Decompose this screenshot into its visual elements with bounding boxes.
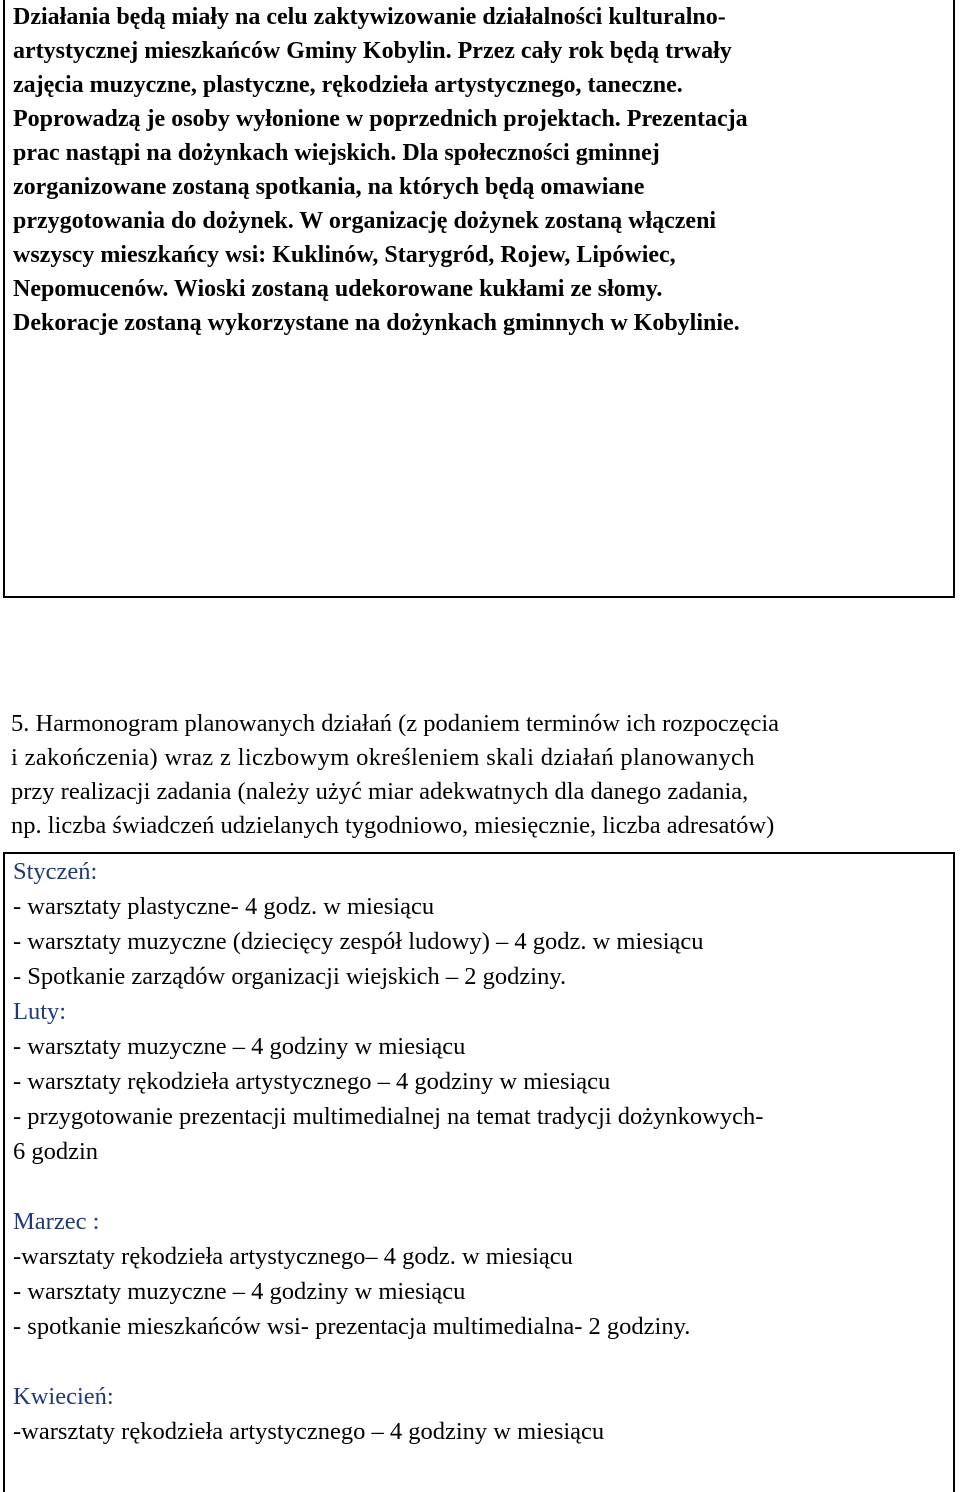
month-label-march: Marzec : (13, 1208, 100, 1235)
description-line: Nepomucenów. Wioski zostaną udekorowane kukłami ze słomy. (13, 276, 663, 302)
month-label-february: Luty: (13, 998, 67, 1025)
schedule-item: - warsztaty muzyczne (dziecięcy zespół ludowy) – 4 godz. w miesiącu (13, 928, 704, 955)
section-5-line: przy realizacji zadania (należy użyć miar adekwatnych dla danego zadania, (11, 778, 749, 805)
description-line: Działania będą miały na celu zaktywizowanie działalności kulturalno- (13, 4, 726, 30)
description-line: artystycznej mieszkańców Gminy Kobylin. Przez cały rok będą trwały (13, 38, 732, 64)
description-line: przygotowania do dożynek. W organizację dożynek zostaną włączeni (13, 208, 717, 234)
description-line: Dekoracje zostaną wykorzystane na dożynkach gminnych w Kobylinie. (13, 310, 740, 336)
schedule-box (3, 852, 955, 1492)
description-paragraph (13, 0, 949, 340)
description-box (3, 0, 955, 598)
spacer (13, 1344, 949, 1379)
schedule-item: 6 godzin (13, 1138, 99, 1165)
schedule-content (13, 854, 949, 1449)
description-line: Poprowadzą je osoby wyłonione w poprzednich projektach. Prezentacja (13, 106, 748, 132)
schedule-item: - Spotkanie zarządów organizacji wiejskich – 2 godziny. (13, 963, 567, 990)
schedule-item: - warsztaty muzyczne – 4 godziny w miesiącu (13, 1278, 466, 1305)
month-label-april: Kwiecień: (13, 1383, 114, 1410)
description-line: wszyscy mieszkańcy wsi: Kuklinów, Starygród, Rojew, Lipówiec, (13, 242, 676, 268)
schedule-item: - warsztaty plastyczne- 4 godz. w miesiącu (13, 893, 435, 920)
section-5-line: i zakończenia) wraz z liczbowym określeniem skali działań planowanych (11, 744, 755, 771)
description-line: zorganizowane zostaną spotkania, na których będą omawiane (13, 174, 645, 200)
schedule-item: - przygotowanie prezentacji multimedialnej na temat tradycji dożynkowych- (13, 1103, 764, 1130)
schedule-item: -warsztaty rękodzieła artystycznego – 4 godziny w miesiącu (13, 1418, 605, 1445)
schedule-item: - warsztaty rękodzieła artystycznego – 4 godziny w miesiącu (13, 1068, 611, 1095)
description-line: prac nastąpi na dożynkach wiejskich. Dla społeczności gminnej (13, 140, 660, 166)
section-5-line: 5. Harmonogram planowanych działań (z podaniem terminów ich rozpoczęcia (11, 710, 780, 737)
section-5-line: np. liczba świadczeń udzielanych tygodniowo, miesięcznie, liczba adresatów) (11, 812, 775, 839)
schedule-item: -warsztaty rękodzieła artystycznego– 4 godz. w miesiącu (13, 1243, 573, 1270)
schedule-item: - warsztaty muzyczne – 4 godziny w miesiącu (13, 1033, 466, 1060)
schedule-item: - spotkanie mieszkańców wsi- prezentacja multimedialna- 2 godziny. (13, 1313, 691, 1340)
spacer (13, 1169, 949, 1204)
section-5-heading (11, 707, 956, 843)
description-line: zajęcia muzyczne, plastyczne, rękodzieła artystycznego, taneczne. (13, 72, 683, 98)
month-label-january: Styczeń: (13, 858, 98, 885)
